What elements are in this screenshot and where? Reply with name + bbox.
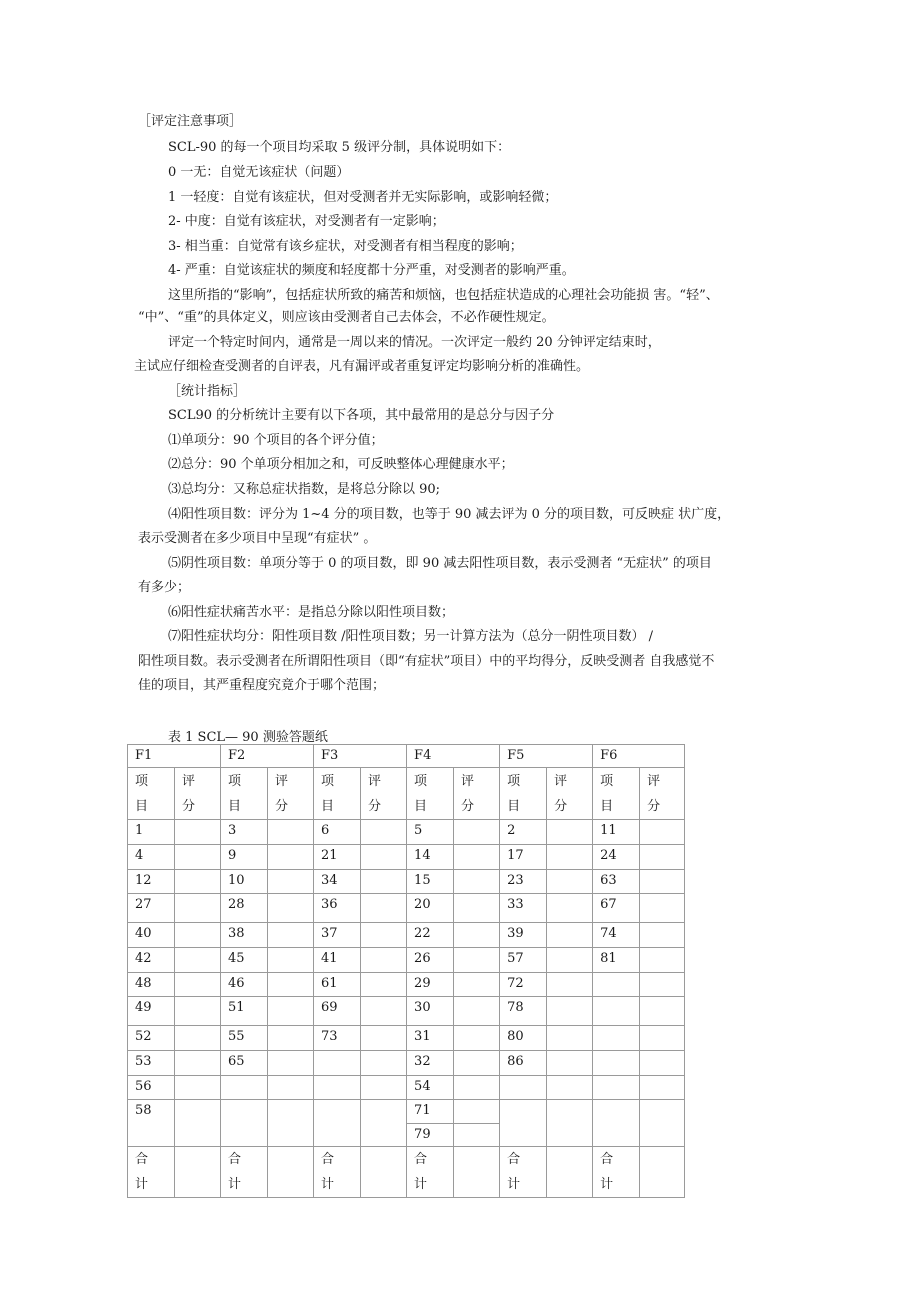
total-label-char: 合 — [414, 1152, 428, 1167]
item-number-cell: 53 — [128, 1051, 175, 1076]
paragraph-line: “中”、“重”的具体定义，则应该由受测者自己去体会，不必作硬性规定。 — [138, 310, 555, 325]
score-column-label — [640, 768, 685, 820]
paragraph-line: 主试应仔细检查受测者的自评表，凡有漏评或者重复评定均影响分析的准确性。 — [134, 359, 590, 374]
total-label — [221, 1147, 268, 1198]
score-cell[interactable] — [547, 894, 593, 923]
answer-sheet-table — [127, 744, 685, 1198]
score-cell[interactable] — [640, 1100, 685, 1147]
total-score-cell[interactable] — [640, 1147, 685, 1198]
item-number-cell: 21 — [314, 845, 361, 870]
paragraph-line: ⑹阳性症状痛苦水平：是指总分除以阳性项目数； — [168, 605, 455, 620]
score-cell[interactable] — [268, 948, 314, 973]
score-column-label — [454, 768, 500, 820]
item-number-cell: 34 — [314, 870, 361, 894]
factor-header: F4 — [407, 745, 500, 768]
item-number-cell: 38 — [221, 923, 268, 948]
score-cell[interactable] — [268, 820, 314, 845]
table-row — [128, 870, 685, 894]
paragraph-line: ⑶总均分：又称总症状指数，是将总分除以 90; — [168, 482, 441, 497]
total-label-char: 计 — [600, 1177, 614, 1192]
item-number-cell: 74 — [593, 923, 640, 948]
total-label-char: 计 — [414, 1177, 428, 1192]
table-row — [128, 1051, 685, 1076]
paragraph-line: ⑴单项分：90 个项目的各个评分值； — [168, 433, 384, 448]
item-number-cell: 5 — [407, 820, 454, 845]
item-number-cell: 57 — [500, 948, 547, 973]
score-cell[interactable] — [640, 1076, 685, 1100]
score-cell[interactable] — [175, 845, 221, 870]
score-cell[interactable] — [175, 1076, 221, 1100]
score-cell[interactable] — [547, 973, 593, 997]
score-cell[interactable] — [361, 948, 407, 973]
score-cell[interactable] — [547, 845, 593, 870]
item-number-cell — [314, 1076, 361, 1100]
item-number-cell — [593, 1051, 640, 1076]
item-number-cell: 41 — [314, 948, 361, 973]
score-column-label — [361, 768, 407, 820]
total-label-char: 计 — [507, 1177, 521, 1192]
score-cell[interactable] — [268, 997, 314, 1026]
total-label — [314, 1147, 361, 1198]
score-cell[interactable] — [268, 1100, 314, 1147]
score-label-char: 分 — [275, 799, 289, 814]
score-cell[interactable] — [454, 1026, 500, 1051]
item-number-cell: 39 — [500, 923, 547, 948]
item-number-cell — [593, 1026, 640, 1051]
item-number-cell: 24 — [593, 845, 640, 870]
item-number-cell — [500, 1100, 547, 1147]
table-caption: 表 1 SCL— 90 测验答题纸 — [168, 730, 328, 745]
paragraph-line: SCL90 的分析统计主要有以下各项，其中最常用的是总分与因子分 — [168, 408, 555, 423]
score-cell[interactable] — [640, 1051, 685, 1076]
score-cell[interactable] — [361, 870, 407, 894]
paragraph-line: 有多少； — [138, 580, 191, 595]
item-number-cell — [314, 1051, 361, 1076]
table-row — [128, 820, 685, 845]
score-cell[interactable] — [175, 973, 221, 997]
score-label-char: 评 — [647, 774, 661, 789]
item-number-cell: 37 — [314, 923, 361, 948]
item-number-cell: 3 — [221, 820, 268, 845]
score-cell[interactable] — [268, 1076, 314, 1100]
item-number-cell: 48 — [128, 973, 175, 997]
score-label-char: 评 — [554, 774, 568, 789]
total-label — [593, 1147, 640, 1198]
item-number-cell: 86 — [500, 1051, 547, 1076]
score-cell[interactable] — [454, 870, 500, 894]
score-label-char: 评 — [182, 774, 196, 789]
score-label-char: 评 — [275, 774, 289, 789]
item-number-cell: 9 — [221, 845, 268, 870]
item-number-cell: 55 — [221, 1026, 268, 1051]
item-number-cell: 56 — [128, 1076, 175, 1100]
total-label — [407, 1147, 454, 1198]
score-cell[interactable] — [640, 923, 685, 948]
item-number-cell: 6 — [314, 820, 361, 845]
score-cell[interactable] — [454, 948, 500, 973]
score-cell[interactable] — [361, 845, 407, 870]
total-score-cell[interactable] — [547, 1147, 593, 1198]
item-number-cell: 32 — [407, 1051, 454, 1076]
score-cell[interactable] — [268, 845, 314, 870]
item-number-cell — [593, 1076, 640, 1100]
score-cell[interactable] — [361, 923, 407, 948]
factor-header: F2 — [221, 745, 314, 768]
total-label-char: 合 — [228, 1152, 242, 1167]
score-cell[interactable] — [361, 1026, 407, 1051]
score-label-char: 分 — [182, 799, 196, 814]
item-number-cell: 12 — [128, 870, 175, 894]
paragraph-line: 0 一无：自觉无该症状（问题） — [168, 165, 350, 180]
score-cell[interactable] — [454, 820, 500, 845]
score-cell[interactable] — [361, 997, 407, 1026]
paragraph-line: ⑺阳性症状均分：阳性项目数 /阳性项目数；另一计算方法为（总分一阴性项目数） / — [168, 629, 654, 644]
item-number-cell: 1 — [128, 820, 175, 845]
score-cell[interactable] — [547, 997, 593, 1026]
score-cell[interactable] — [454, 894, 500, 923]
factor-header: F6 — [593, 745, 685, 768]
score-cell[interactable] — [640, 845, 685, 870]
table-row — [128, 923, 685, 948]
section-heading-statistics: ［统计指标］ — [168, 384, 247, 399]
score-cell[interactable] — [361, 973, 407, 997]
item-number: 71 — [414, 1103, 431, 1118]
item-number-cell: 40 — [128, 923, 175, 948]
section-heading-notes: ［评定注意事项］ — [138, 114, 243, 129]
item-number-cell: 27 — [128, 894, 175, 923]
total-label-char: 合 — [507, 1152, 521, 1167]
item-number-cell: 81 — [593, 948, 640, 973]
score-cell[interactable] — [361, 1100, 407, 1147]
item-number-cell: 31 — [407, 1026, 454, 1051]
score-column-label — [547, 768, 593, 820]
score-cell[interactable] — [547, 948, 593, 973]
score-cell[interactable] — [547, 923, 593, 948]
item-column-label: 项 目 — [593, 768, 640, 820]
item-number-cell: 72 — [500, 973, 547, 997]
table-row — [128, 1100, 685, 1147]
item-number-cell: 36 — [314, 894, 361, 923]
item-column-label: 项 目 — [500, 768, 547, 820]
score-cell[interactable] — [361, 1051, 407, 1076]
total-label-char: 合 — [135, 1152, 149, 1167]
item-number-cell: 58 — [128, 1100, 175, 1147]
item-number-cell: 49 — [128, 997, 175, 1026]
item-number-cell — [593, 1100, 640, 1147]
item-number-cell: 14 — [407, 845, 454, 870]
score-cell[interactable] — [547, 870, 593, 894]
score-cell[interactable] — [175, 948, 221, 973]
item-number-cell — [593, 973, 640, 997]
paragraph-line: ⑷阳性项目数：评分为 1~4 分的项目数，也等于 90 减去评为 0 分的项目数，可反映症 状广度， — [168, 507, 731, 522]
total-label-char: 计 — [321, 1177, 335, 1192]
score-cell[interactable] — [361, 1076, 407, 1100]
paragraph-line: 表示受测者在多少项目中呈现“有症状” 。 — [138, 531, 377, 546]
paragraph-line: 评定一个特定时间内，通常是一周以来的情况。一次评定一般约 20 分钟评定结束时， — [168, 335, 661, 350]
total-score-cell[interactable] — [454, 1147, 500, 1198]
factor-header: F3 — [314, 745, 407, 768]
score-cell[interactable] — [361, 894, 407, 923]
item-number-cell: 30 — [407, 997, 454, 1026]
item-number-cell: 26 — [407, 948, 454, 973]
item-number-cell: 10 — [221, 870, 268, 894]
score-cell[interactable] — [640, 997, 685, 1026]
item-number-cell: 67 — [593, 894, 640, 923]
item-number-cell: 42 — [128, 948, 175, 973]
item-number-cell: 29 — [407, 973, 454, 997]
item-number-cell: 33 — [500, 894, 547, 923]
item-number-cell: 28 — [221, 894, 268, 923]
item-number-cell — [314, 1100, 361, 1147]
score-cell[interactable] — [640, 973, 685, 997]
item-column-label: 项 目 — [221, 768, 268, 820]
item-number-cell: 17 — [500, 845, 547, 870]
paragraph-line: SCL-90 的每一个项目均采取 5 级评分制，具体说明如下： — [168, 140, 511, 155]
factor-header: F5 — [500, 745, 593, 768]
item-number-cell: 61 — [314, 973, 361, 997]
score-cell[interactable] — [175, 894, 221, 923]
item-number-cell: 20 — [407, 894, 454, 923]
item-number-cell: 4 — [128, 845, 175, 870]
paragraph-line: 4- 严重：自觉该症状的频度和轻度都十分严重，对受测者的影响严重。 — [168, 263, 575, 278]
item-number-cell: 46 — [221, 973, 268, 997]
item-number-cell: 65 — [221, 1051, 268, 1076]
score-label-char: 分 — [461, 799, 475, 814]
score-cell[interactable] — [454, 1051, 500, 1076]
score-cell[interactable] — [175, 923, 221, 948]
item-number-cell: 80 — [500, 1026, 547, 1051]
item-number-cell: 69 — [314, 997, 361, 1026]
score-cell[interactable] — [268, 894, 314, 923]
item-number-cell — [221, 1100, 268, 1147]
total-label-char: 计 — [228, 1177, 242, 1192]
table-row — [128, 1076, 685, 1100]
item-number-cell: 11 — [593, 820, 640, 845]
item-number-cell: 23 — [500, 870, 547, 894]
factor-header-row — [128, 745, 685, 768]
total-label-char: 合 — [321, 1152, 335, 1167]
item-number-cell: 78 — [500, 997, 547, 1026]
score-cell[interactable] — [454, 997, 500, 1026]
score-cell[interactable] — [175, 997, 221, 1026]
item-number-cell: 45 — [221, 948, 268, 973]
score-cell[interactable] — [454, 1100, 500, 1147]
score-label-char: 评 — [368, 774, 382, 789]
score-cell[interactable] — [175, 1100, 221, 1147]
item-column-label: 项 目 — [314, 768, 361, 820]
score-column-label — [175, 768, 221, 820]
score-cell[interactable] — [640, 1026, 685, 1051]
paragraph-line: 阳性项目数。表示受测者在所谓阳性项目（即“有症状”项目）中的平均得分，反映受测者 自我感觉不 — [138, 654, 715, 669]
paragraph-line: 3- 相当重：自觉常有该乡症状，对受测者有相当程度的影响； — [168, 239, 523, 254]
item-number-cell — [593, 997, 640, 1026]
paragraph-line: 1 一轻度：自觉有该症状，但对受测者并无实际影响，或影响轻微； — [168, 190, 558, 205]
item-column-label: 项 目 — [407, 768, 454, 820]
table-row — [128, 973, 685, 997]
paragraph-line: ⑵总分：90 个单项分相加之和，可反映整体心理健康水平； — [168, 457, 514, 472]
score-cell[interactable] — [268, 923, 314, 948]
item-number-cell: 2 — [500, 820, 547, 845]
score-label-char: 评 — [461, 774, 475, 789]
total-label — [128, 1147, 175, 1198]
score-cell[interactable] — [454, 1076, 500, 1100]
item-number-cell: 63 — [593, 870, 640, 894]
score-cell[interactable] — [547, 1026, 593, 1051]
total-score-cell[interactable] — [175, 1147, 221, 1198]
paragraph-line: ⑸阴性项目数：单项分等于 0 的项目数，即 90 减去阳性项目数，表示受测者 “无症状” 的项目 — [168, 556, 712, 571]
paragraph-line: 佳的项目，其严重程度究竟介于哪个范围； — [138, 678, 386, 693]
score-cell[interactable] — [640, 948, 685, 973]
item-number-cell: 15 — [407, 870, 454, 894]
score-cell[interactable] — [361, 820, 407, 845]
item-number-cell: 73 — [314, 1026, 361, 1051]
score-cell[interactable] — [640, 870, 685, 894]
total-label — [500, 1147, 547, 1198]
score-cell[interactable] — [547, 1100, 593, 1147]
score-cell[interactable] — [268, 1051, 314, 1076]
score-cell[interactable] — [547, 1051, 593, 1076]
score-label-char: 分 — [368, 799, 382, 814]
table-row — [128, 1026, 685, 1051]
table-row — [128, 997, 685, 1026]
column-label-row — [128, 768, 685, 820]
paragraph-line: 2- 中度：自觉有该症状，对受测者有一定影响； — [168, 214, 445, 229]
score-column-label — [268, 768, 314, 820]
score-cell[interactable] — [268, 973, 314, 997]
score-cell[interactable] — [547, 1076, 593, 1100]
total-label-char: 计 — [135, 1177, 149, 1192]
item-number-cell: 22 — [407, 923, 454, 948]
item-number-cell: 52 — [128, 1026, 175, 1051]
score-cell[interactable] — [268, 870, 314, 894]
score-label-char: 分 — [554, 799, 568, 814]
score-cell[interactable] — [175, 1026, 221, 1051]
score-cell[interactable] — [454, 845, 500, 870]
score-cell[interactable] — [454, 973, 500, 997]
total-score-cell[interactable] — [361, 1147, 407, 1198]
item-number: 79 — [407, 1123, 500, 1146]
score-cell[interactable] — [175, 870, 221, 894]
score-cell[interactable] — [268, 1026, 314, 1051]
paragraph-line: 这里所指的“影响”，包括症状所致的痛苦和烦恼，也包括症状造成的心理社会功能损 害。“轻”、 — [168, 288, 719, 303]
item-rows — [128, 820, 685, 1100]
total-score-cell[interactable] — [268, 1147, 314, 1198]
total-row — [128, 1147, 685, 1198]
item-column-label: 项 目 — [128, 768, 175, 820]
factor-header: F1 — [128, 745, 221, 768]
score-cell[interactable] — [640, 820, 685, 845]
table-row — [128, 948, 685, 973]
score-label-char: 分 — [647, 799, 661, 814]
item-number-cell — [221, 1076, 268, 1100]
score-cell[interactable] — [640, 894, 685, 923]
item-number-cell: 54 — [407, 1076, 454, 1100]
score-cell[interactable] — [547, 820, 593, 845]
score-cell[interactable] — [175, 820, 221, 845]
score-cell[interactable] — [454, 923, 500, 948]
total-label-char: 合 — [600, 1152, 614, 1167]
score-cell[interactable] — [175, 1051, 221, 1076]
item-number-cell-split — [407, 1100, 454, 1147]
item-number-cell: 51 — [221, 997, 268, 1026]
table-row — [128, 845, 685, 870]
item-number-cell — [500, 1076, 547, 1100]
table-row — [128, 894, 685, 923]
